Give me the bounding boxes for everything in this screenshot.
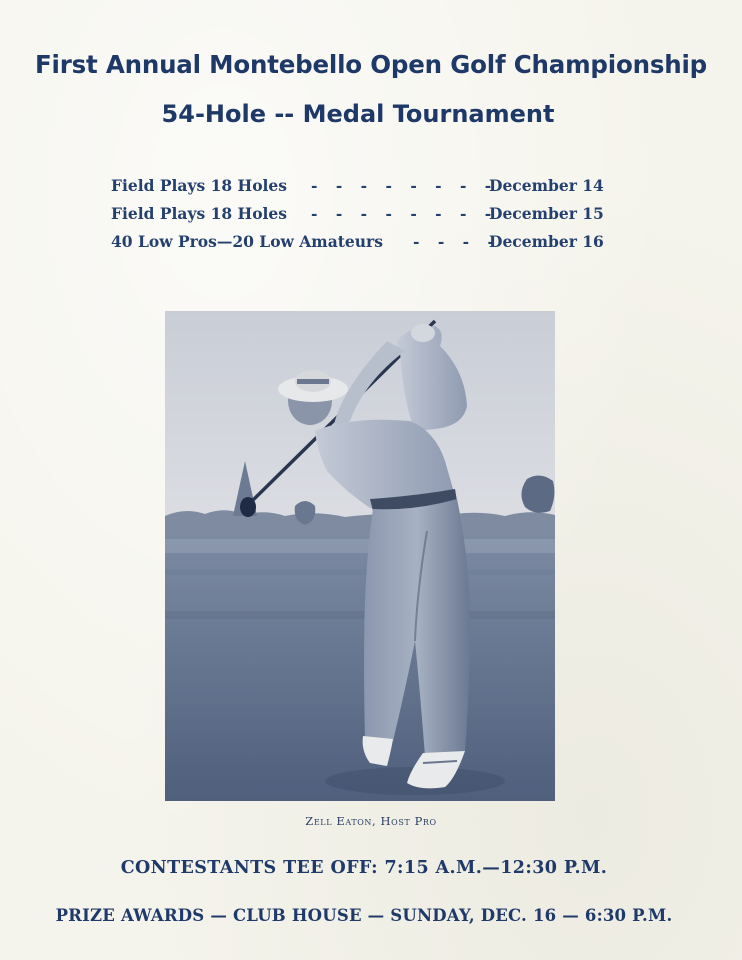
tee-off-times: CONTESTANTS TEE OFF: 7:15 A.M.—12:30 P.M. [120,858,608,878]
fairway [165,536,555,801]
schedule-leader: - - - - [413,232,501,251]
schedule-label: Field Plays 18 Holes [111,176,288,195]
schedule-leader: - - - - - - - - [311,204,498,223]
schedule-row [111,174,611,202]
schedule-leader: - - - - - - - - [311,176,498,195]
photo-caption [0,814,742,828]
tree [521,475,554,512]
schedule-date: December 16 [489,232,604,251]
schedule [111,174,611,258]
schedule-row [111,202,611,230]
schedule-label: Field Plays 18 Holes [111,204,288,223]
schedule-label: 40 Low Pros—20 Low Amateurs [111,232,383,251]
caption-text: Zell Eaton, Host Pro [305,814,437,828]
schedule-row [111,230,611,258]
prize-awards: PRIZE AWARDS — CLUB HOUSE — SUNDAY, DEC. 16 — 6:30 P.M. [55,906,673,925]
page-title: First Annual Montebello Open Golf Championship [34,50,707,79]
schedule-date: December 14 [489,176,604,195]
page-subtitle: 54-Hole -- Medal Tournament [161,100,555,128]
schedule-date: December 15 [489,204,604,223]
golfer-photo [165,311,555,801]
